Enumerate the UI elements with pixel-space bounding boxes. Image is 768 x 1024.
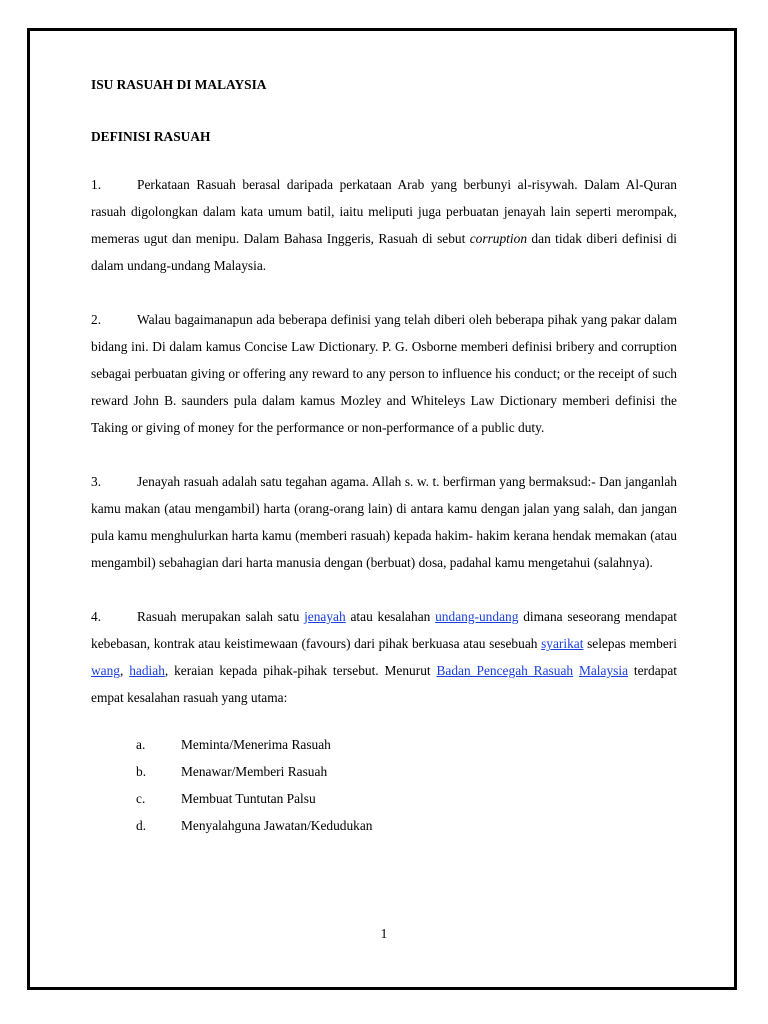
list-item [136, 758, 677, 785]
paragraph-text: Walau bagaimanapun ada beberapa definisi yang telah diberi oleh beberapa pihak yang pakar dalam bidang ini. Di dalam kamus Concise Law Dictionary. P. G. Osborne memberi definisi bribery and corruption sebagai perbuatan giving or offering any reward to any person to influence his conduct; or the receipt of such reward John B. saunders pula dalam kamus Mozley and Whiteleys Law Dictionary memberi definisi the Taking or giving of money for the performance or non-performance of a public duty. [91, 312, 677, 435]
list-letter: d. [136, 818, 147, 833]
paragraph-number: 4. [91, 609, 102, 624]
list-text: Menawar/Memberi Rasuah [181, 764, 328, 779]
paragraph-text: Jenayah rasuah adalah satu tegahan agama. Allah s. w. t. berfirman yang bermaksud:- Dan janganlah kamu makan (atau mengambil) harta (orang-orang lain) di antara kamu dengan jalan yang salah, dan jangan pula kamu menghulurkan harta kamu (memberi rasuah) kepada hakim- hakim kerana hendak memakan (atau mengambil) sebahagian dari harta manusia dengan (berbuat) dosa, padahal kamu mengetahui (salahnya). [91, 474, 677, 570]
list-text: Meminta/Menerima Rasuah [181, 737, 331, 752]
paragraph-number: 1. [91, 177, 102, 192]
paragraph-text: Perkataan Rasuah berasal daripada perkataan Arab yang berbunyi al-risywah. Dalam Al-Quran rasuah digolongkan dalam kata umum batil, iaitu meliputi juga perbuatan jenayah lain seperti merompak, memeras ugut dan menipu. Dalam Bahasa Inggeris, Rasuah di sebut [91, 177, 677, 246]
list-letter: c. [136, 791, 146, 806]
paragraph-4 [91, 603, 677, 711]
paragraph-text: terdapat empat kesalahan rasuah yang utama: [91, 663, 677, 705]
link-undang-undang[interactable]: undang-undang [435, 609, 519, 624]
list-text: Menyalahguna Jawatan/Kedudukan [181, 818, 373, 833]
link-jenayah[interactable]: jenayah [304, 609, 346, 624]
link-malaysia[interactable]: Malaysia [578, 663, 629, 678]
paragraph-text: selepas memberi [583, 636, 677, 651]
document-body [91, 70, 677, 839]
page-number: 1 [380, 926, 388, 941]
list-item [136, 785, 677, 812]
paragraph-text: , keraian kepada pihak-pihak tersebut. Menurut [164, 663, 437, 678]
document-title: ISU RASUAH DI MALAYSIA [91, 77, 267, 92]
paragraph-text: Rasuah merupakan salah satu [137, 609, 305, 624]
list-text: Membuat Tuntutan Palsu [181, 791, 316, 806]
link-hadiah[interactable]: hadiah [129, 663, 165, 678]
paragraph-text: dan tidak diberi definisi di dalam undang-undang Malaysia. [91, 231, 677, 273]
list-letter: b. [136, 764, 147, 779]
paragraph-number: 2. [91, 312, 102, 327]
italic-term: corruption [469, 231, 528, 246]
list-item [136, 812, 677, 839]
paragraph-3 [91, 468, 677, 576]
paragraph-text: dimana seseorang mendapat kebebasan, kontrak atau keistimewaan (favours) dari pihak berkuasa atau sesebuah [91, 609, 677, 651]
paragraph-number: 3. [91, 474, 102, 489]
link-syarikat[interactable]: syarikat [541, 636, 584, 651]
paragraph-2 [91, 306, 677, 441]
paragraph-text: , [120, 663, 130, 678]
link-wang[interactable]: wang [91, 663, 121, 678]
paragraph-text: atau kesalahan [345, 609, 436, 624]
paragraph-1 [91, 171, 677, 279]
list-letter: a. [136, 737, 146, 752]
section-heading: DEFINISI RASUAH [91, 129, 211, 144]
link-badan-pencegah-rasuah[interactable]: Badan Pencegah Rasuah [436, 663, 574, 678]
offence-list [136, 731, 677, 839]
list-item [136, 731, 677, 758]
